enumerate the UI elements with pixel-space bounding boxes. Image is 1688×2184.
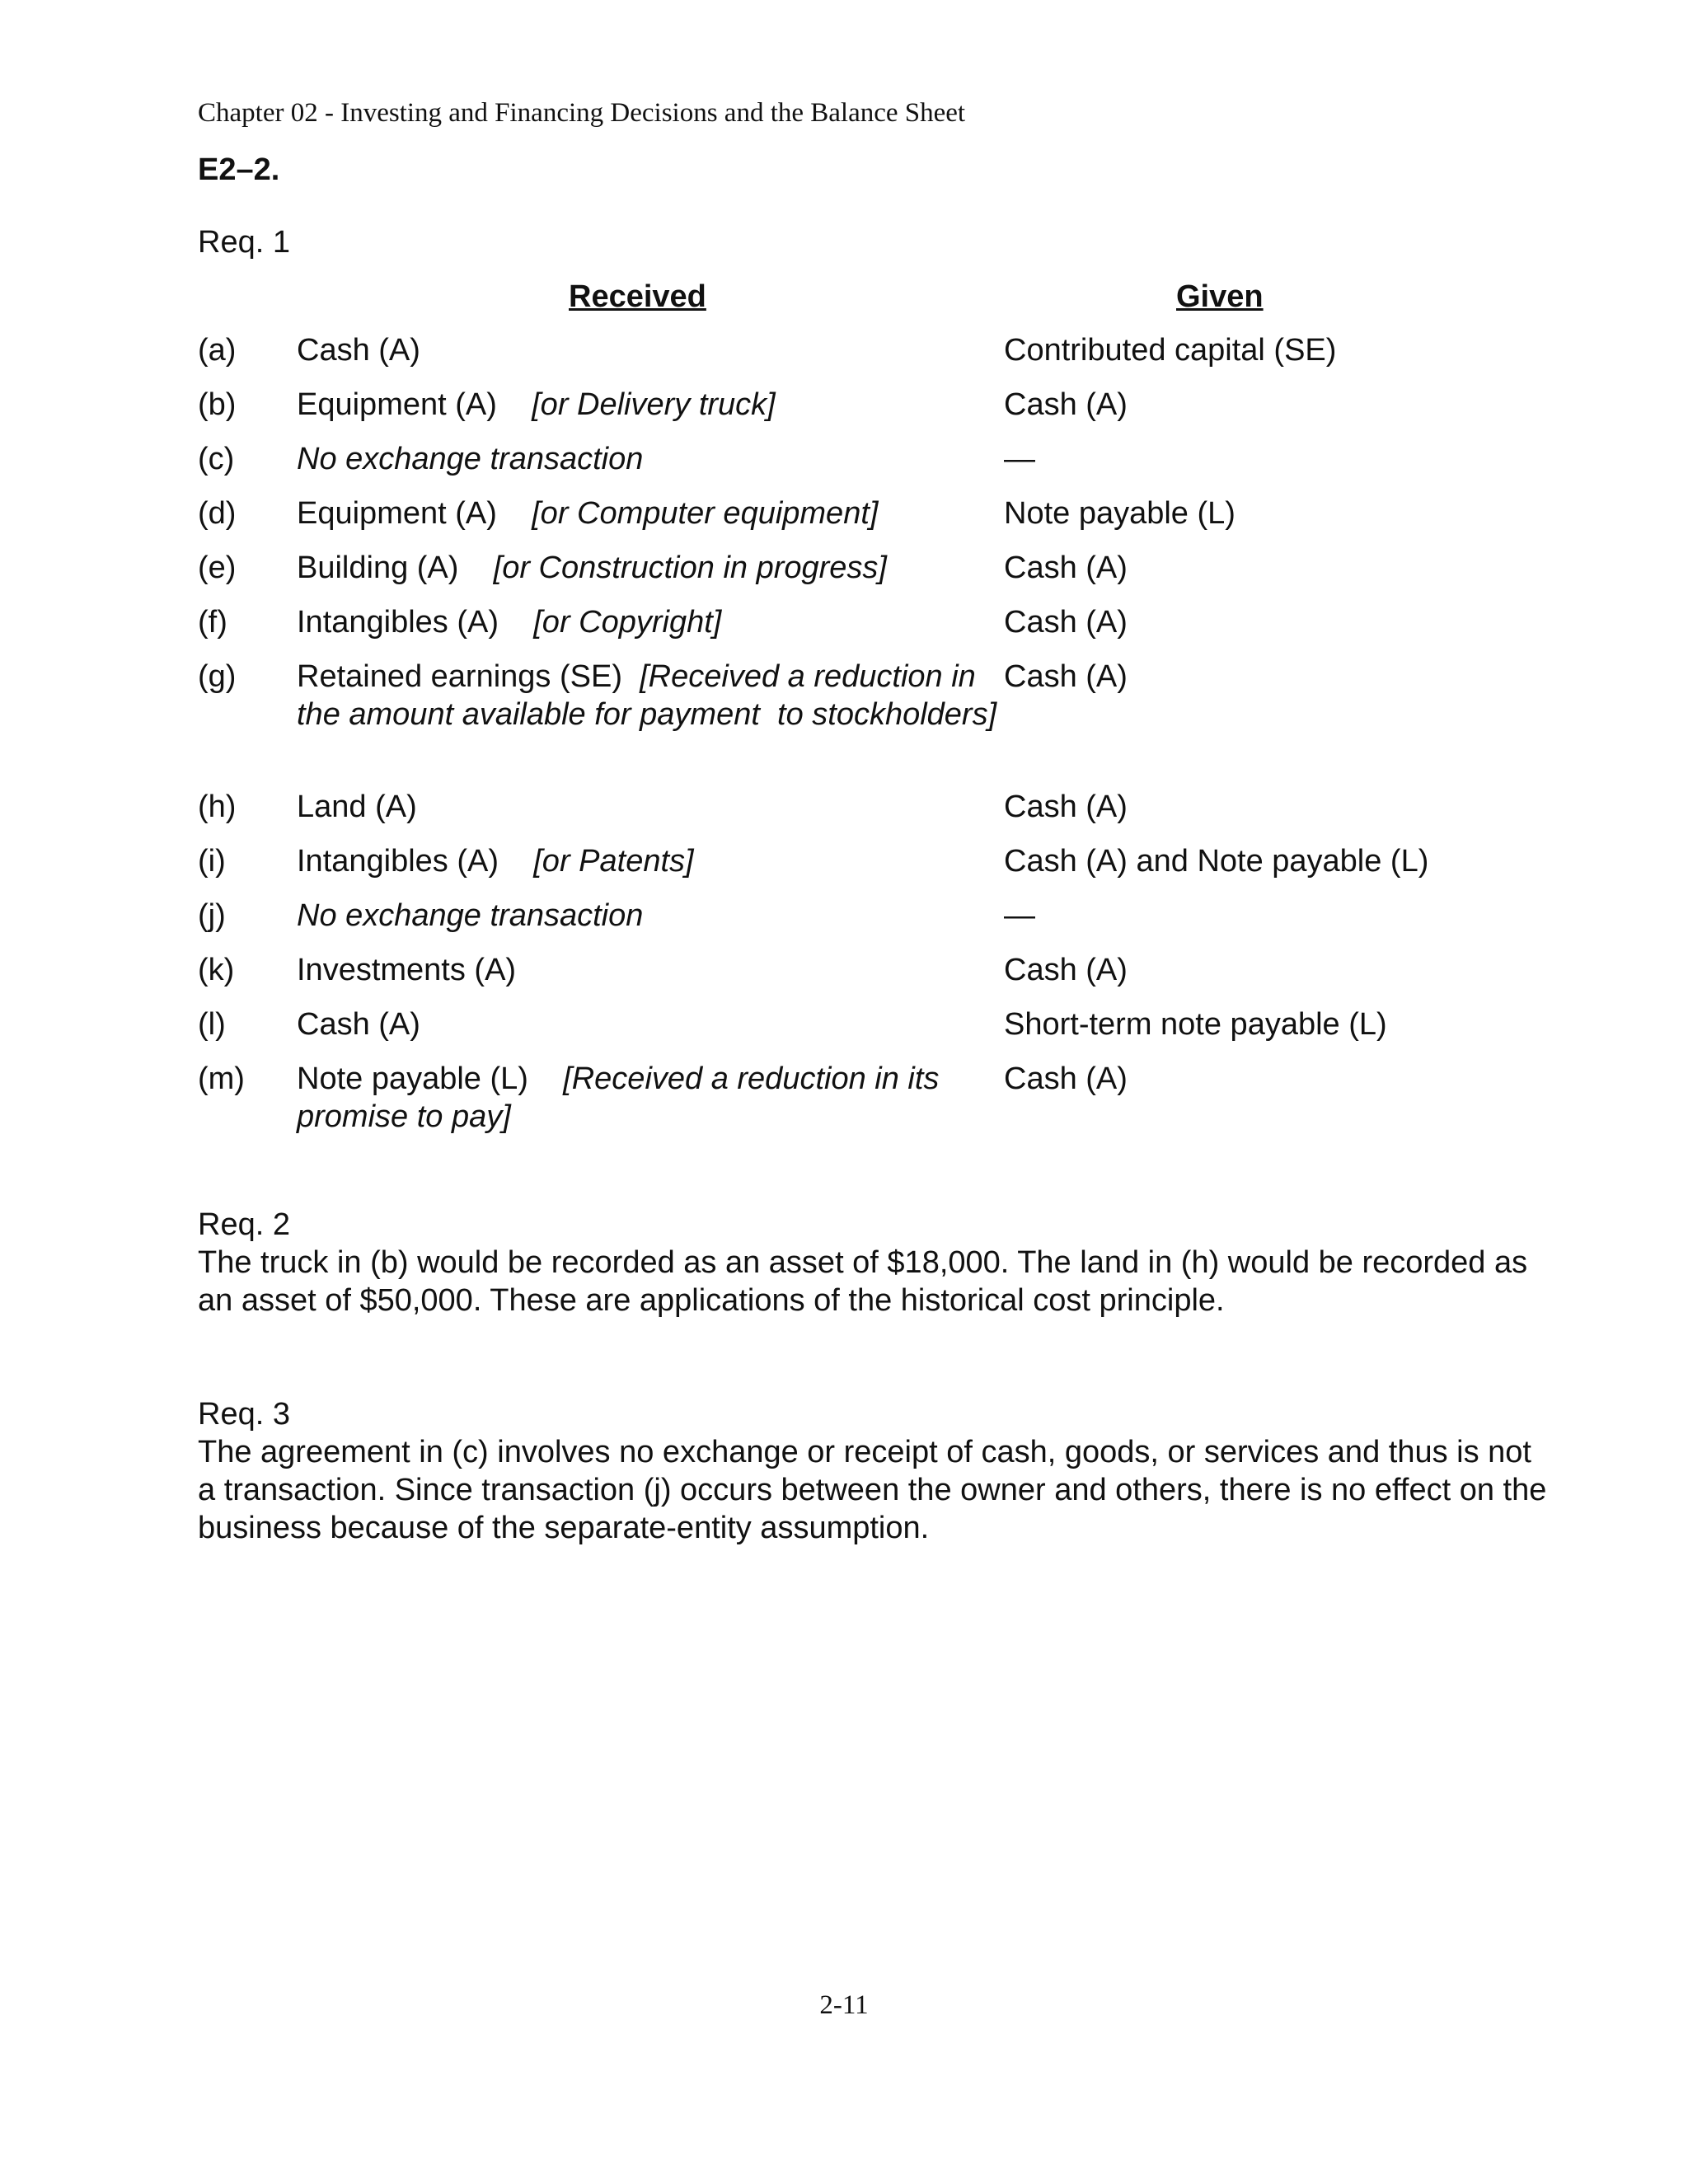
table-row	[198, 1060, 1517, 1134]
received-account: Equipment (A)	[297, 387, 497, 422]
given-cell: Cash (A)	[1004, 659, 1128, 694]
req2-section	[198, 1206, 1550, 1319]
transaction-table	[198, 331, 1517, 1134]
table-row	[198, 1005, 1517, 1060]
received-note: [or Copyright]	[533, 605, 722, 640]
table-row	[198, 494, 1517, 549]
table-row	[198, 440, 1517, 494]
received-cell	[297, 603, 1001, 641]
received-account: Cash (A)	[297, 1007, 420, 1042]
table-row	[198, 603, 1517, 658]
row-letter: (f)	[198, 605, 227, 640]
running-header: Chapter 02 - Investing and Financing Decisions and the Balance Sheet	[198, 98, 966, 128]
received-account: Cash (A)	[297, 333, 420, 368]
req3-section	[198, 1395, 1550, 1547]
received-cell	[297, 440, 1001, 478]
received-note: [or Construction in progress]	[493, 551, 887, 585]
received-cell	[297, 897, 1001, 935]
row-letter: (g)	[198, 659, 237, 694]
given-cell: Short-term note payable (L)	[1004, 1007, 1387, 1042]
received-cell	[297, 788, 1001, 826]
row-letter: (b)	[198, 387, 237, 422]
received-cell	[297, 1060, 1001, 1136]
table-row	[198, 897, 1517, 951]
row-letter: (d)	[198, 496, 237, 531]
page-number: 2-11	[819, 1990, 869, 2020]
given-cell: Cash (A)	[1004, 953, 1128, 987]
exercise-title: E2–2.	[198, 152, 280, 187]
received-account: Investments (A)	[297, 953, 517, 987]
received-cell	[297, 842, 1001, 880]
given-cell: Note payable (L)	[1004, 496, 1236, 531]
given-cell: —	[1004, 898, 1035, 933]
req2-text: The truck in (b) would be recorded as an asset of $18,000. The land in (h) would be recorded as an asset of $50,000. These are applications of the historical cost principle.	[198, 1245, 1528, 1318]
table-row	[198, 842, 1517, 897]
received-note: [Received a reduction in its promise to pay]	[297, 1062, 948, 1134]
table-row	[198, 549, 1517, 603]
given-cell: Contributed capital (SE)	[1004, 333, 1337, 368]
req2-label: Req. 2	[198, 1207, 290, 1242]
received-cell	[297, 951, 1001, 989]
row-letter: (e)	[198, 551, 237, 585]
received-cell	[297, 494, 1001, 532]
row-letter: (a)	[198, 333, 237, 368]
given-cell: Cash (A)	[1004, 790, 1128, 824]
row-letter: (l)	[198, 1007, 226, 1042]
req3-label: Req. 3	[198, 1397, 290, 1432]
column-header-received: Received	[569, 279, 706, 314]
row-letter: (c)	[198, 442, 235, 476]
received-note: [or Computer equipment]	[532, 496, 879, 531]
table-row	[198, 788, 1517, 842]
given-cell: Cash (A)	[1004, 605, 1128, 640]
row-letter: (h)	[198, 790, 237, 824]
table-row	[198, 658, 1517, 788]
row-letter: (m)	[198, 1062, 245, 1096]
received-account: Equipment (A)	[297, 496, 497, 531]
column-header-given: Given	[1176, 279, 1264, 314]
received-note: [or Patents]	[533, 844, 694, 879]
received-note: [or Delivery truck]	[532, 387, 776, 422]
given-cell: Cash (A)	[1004, 551, 1128, 585]
received-cell	[297, 386, 1001, 424]
row-letter: (j)	[198, 898, 226, 933]
received-cell	[297, 549, 1001, 587]
given-cell: Cash (A)	[1004, 1062, 1128, 1096]
received-account: No exchange transaction	[297, 442, 644, 476]
received-account: Note payable (L)	[297, 1062, 528, 1096]
received-account: Retained earnings (SE)	[297, 659, 622, 694]
table-row	[198, 331, 1517, 386]
received-account: Intangibles (A)	[297, 605, 499, 640]
received-account: Building (A)	[297, 551, 459, 585]
received-cell	[297, 1005, 1001, 1043]
table-row	[198, 951, 1517, 1005]
received-note: [Received a reduction in the amount available for payment to stockholders]	[297, 659, 997, 732]
received-cell	[297, 331, 1001, 369]
given-cell: Cash (A) and Note payable (L)	[1004, 844, 1429, 879]
row-letter: (k)	[198, 953, 235, 987]
table-row	[198, 386, 1517, 440]
given-cell: —	[1004, 442, 1035, 476]
received-account: Land (A)	[297, 790, 417, 824]
row-letter: (i)	[198, 844, 226, 879]
req3-text: The agreement in (c) involves no exchange or receipt of cash, goods, or services and thus is not a transaction. Since transaction (j) occurs between the owner and others, there is no effect on the business because of the separate-entity assumption.	[198, 1435, 1547, 1545]
req1-label: Req. 1	[198, 225, 290, 260]
received-account: Intangibles (A)	[297, 844, 499, 879]
received-account: No exchange transaction	[297, 898, 644, 933]
received-cell	[297, 658, 1001, 733]
given-cell: Cash (A)	[1004, 387, 1128, 422]
